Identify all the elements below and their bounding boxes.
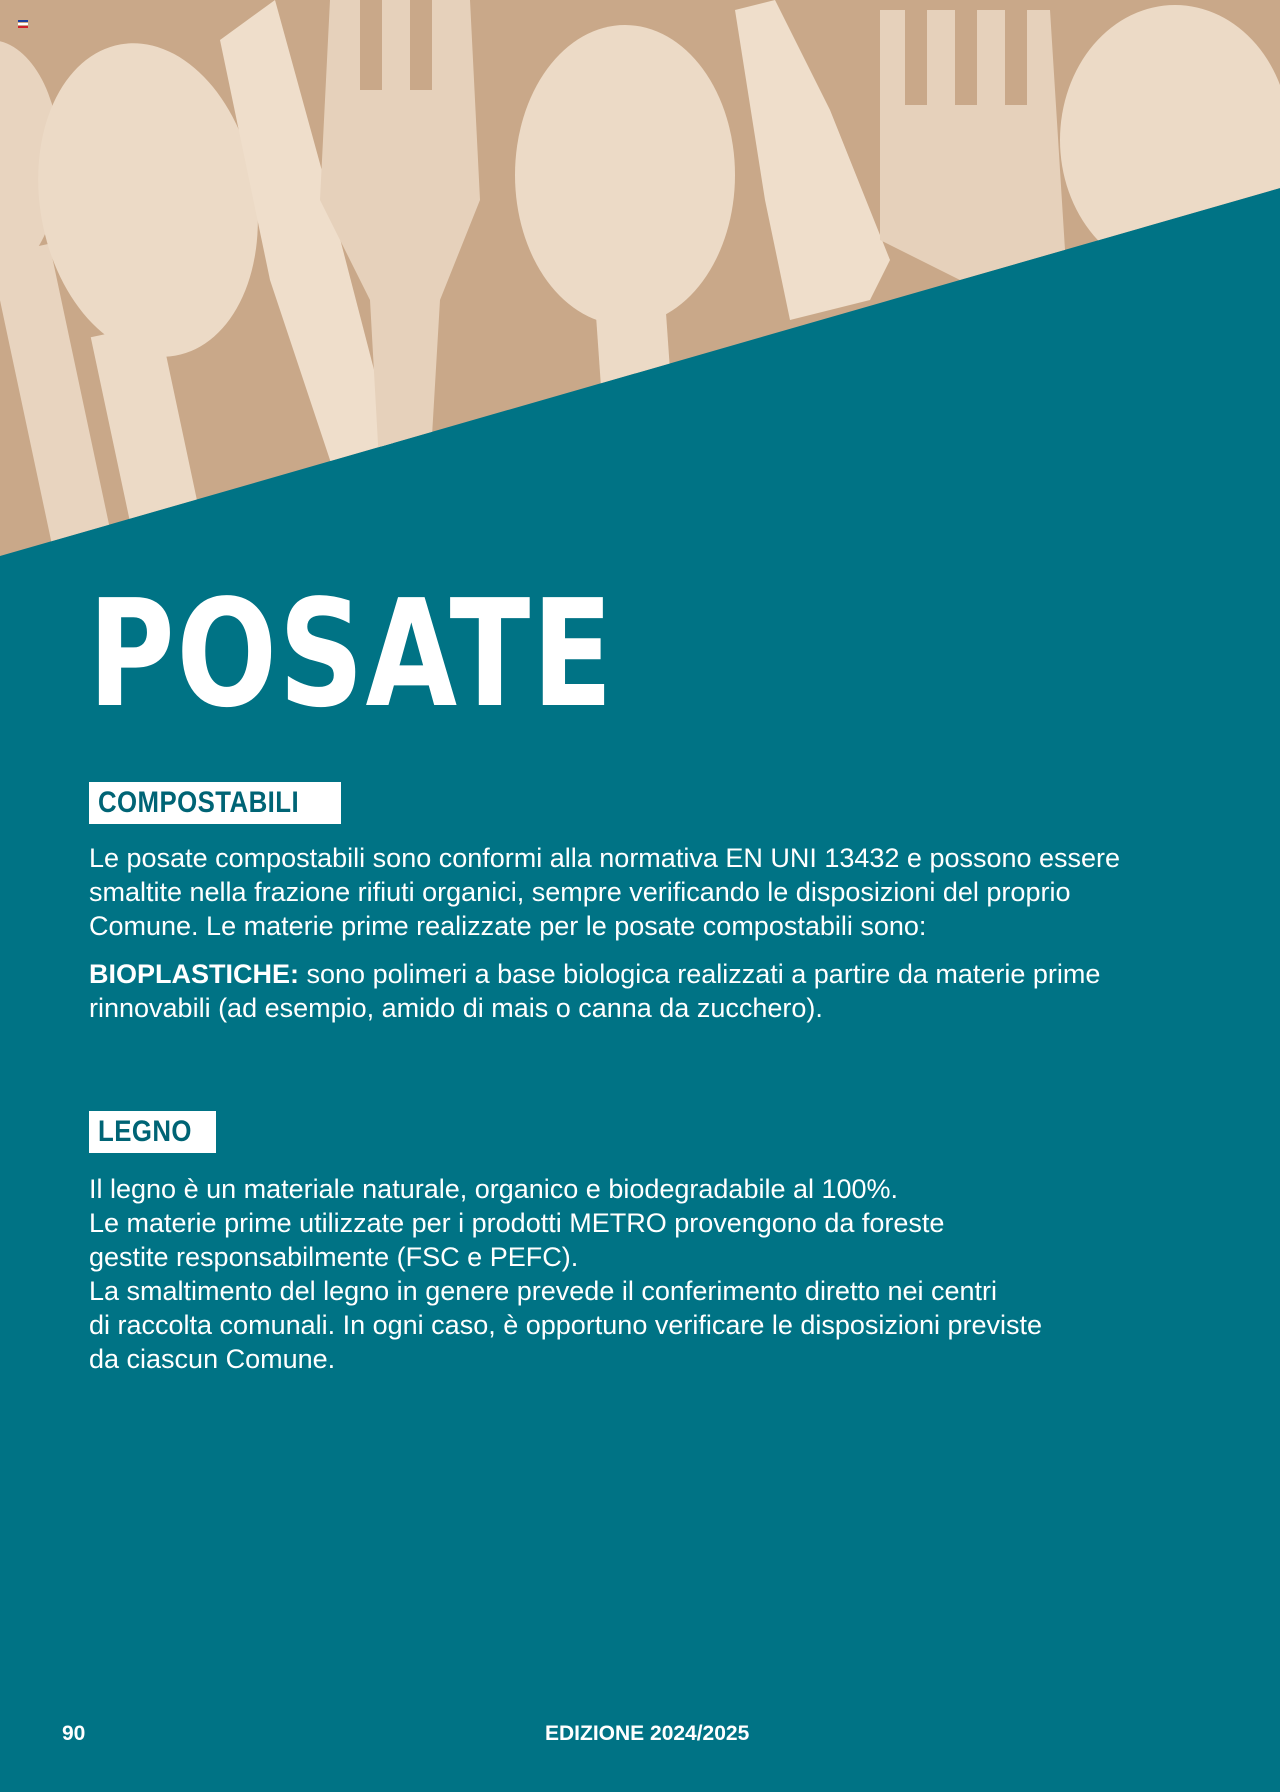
bioplastiche-text: [89, 957, 1149, 1025]
text-line: Le materie prime utilizzate per i prodotti METRO provengono da foreste: [89, 1208, 945, 1238]
text-line: smaltite nella frazione rifiuti organici, sempre verificando le disposizioni del proprio: [89, 877, 1071, 907]
flag-icon: [18, 20, 28, 27]
wooden-fork-2: [880, 10, 1065, 280]
bioplastiche-label: BIOPLASTICHE:: [89, 959, 300, 989]
section-heading-compostabili: COMPOSTABILI: [89, 782, 341, 824]
page-title: POSATE: [88, 568, 615, 740]
page-number: 90: [62, 1722, 86, 1745]
text-line: da ciascun Comune.: [89, 1344, 336, 1374]
wooden-cutlery-photo: [0, 0, 1280, 560]
wooden-spoon-4: [1060, 5, 1280, 275]
edition-label: EDIZIONE 2024/2025: [545, 1722, 750, 1745]
text-line: di raccolta comunali. In ogni caso, è opportuno verificare le disposizioni previste: [89, 1310, 1043, 1340]
text-line: La smaltimento del legno in genere prevede il conferimento diretto nei centri: [89, 1276, 998, 1306]
text-line: rinnovabili (ad esempio, amido di mais o canna da zucchero).: [89, 993, 823, 1023]
text-line: Il legno è un materiale naturale, organico e biodegradabile al 100%.: [89, 1174, 899, 1204]
compostabili-text: [89, 841, 1149, 943]
text-line: BIOPLASTICHE: sono polimeri a base biologica realizzati a partire da materie prime: [89, 959, 1101, 989]
text-line: Comune. Le materie prime realizzate per le posate compostabili sono:: [89, 911, 927, 941]
section-heading-legno: LEGNO: [89, 1111, 216, 1153]
legno-text: [89, 1172, 1149, 1376]
text-line: Le posate compostabili sono conformi alla normativa EN UNI 13432 e possono essere: [89, 843, 1121, 873]
text-line: gestite responsabilmente (FSC e PEFC).: [89, 1242, 579, 1272]
